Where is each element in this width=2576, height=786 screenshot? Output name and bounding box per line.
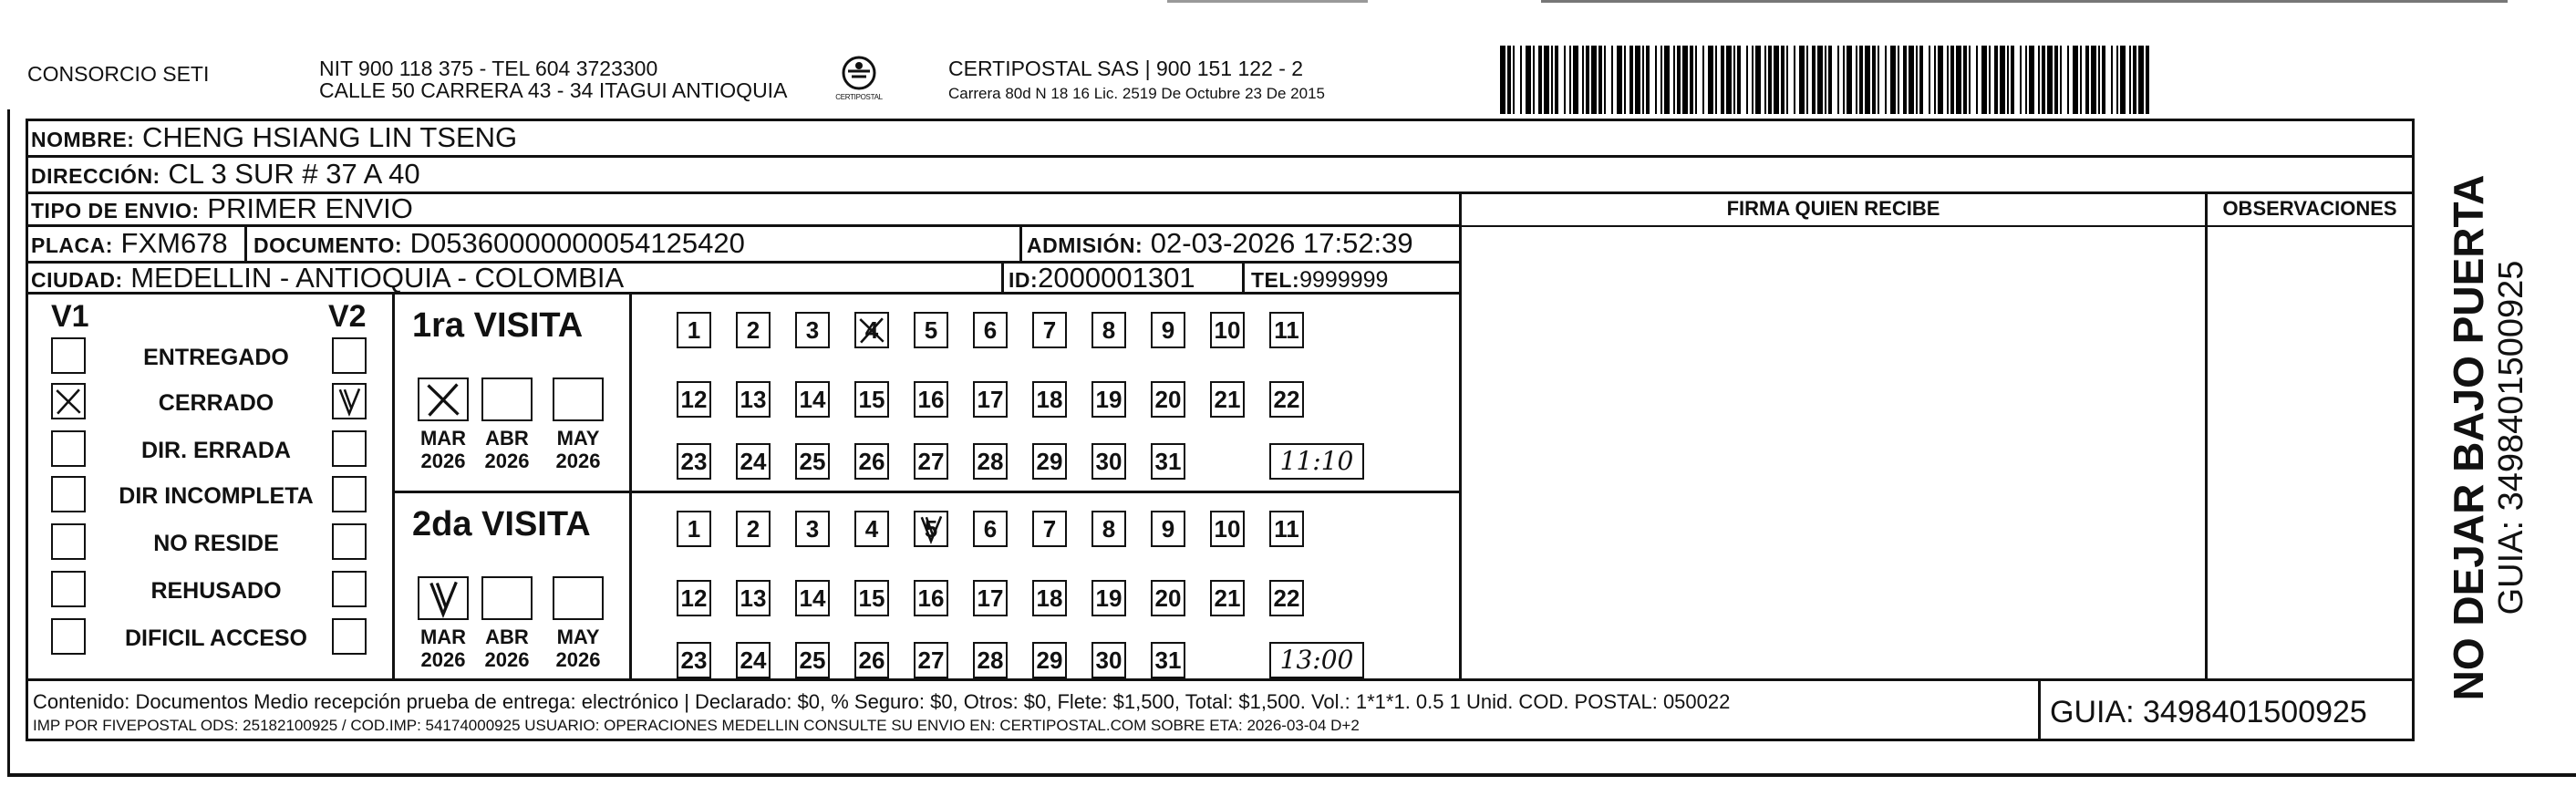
month-name: MAY: [556, 427, 600, 450]
tel-value: 9999999: [1299, 267, 1389, 293]
barcode-bar: [1956, 46, 1961, 114]
x-mark-icon: [53, 385, 84, 418]
barcode-bar: [1817, 46, 1823, 114]
day-box[interactable]: 5: [914, 312, 948, 348]
footer-contenido: Contenido: Documentos Medio recepción prueba de entrega: electrónico | Declarado: $0, % Seguro: $0, Otros: $0, Flete: $1,500, Total: $1,500. Vol.: 1*1*1. 0.5 1 Unid. COD. POSTAL: 050022: [33, 690, 1731, 713]
day-box[interactable]: [854, 312, 889, 348]
barcode-bar: [2080, 46, 2082, 114]
status-label: DIR INCOMPLETA: [119, 483, 314, 509]
barcode-bar: [1538, 46, 1542, 114]
day-box[interactable]: 15: [854, 580, 889, 616]
tel-row: [1251, 264, 1388, 295]
footer-top-line: [26, 678, 2415, 681]
barcode-bar: [1604, 46, 1606, 114]
firma-left-divider: [1459, 191, 1462, 678]
certipostal-logo: [832, 53, 886, 106]
form-left-border: [26, 119, 28, 741]
visit-time: 11:10: [1279, 446, 1354, 476]
nombre-label: NOMBRE:: [31, 128, 135, 151]
barcode-bar: [1947, 46, 1949, 114]
company-address: CALLE 50 CARRERA 43 - 34 ITAGUI ANTIOQUIA: [319, 78, 788, 102]
day-box[interactable]: 8: [1091, 511, 1126, 547]
barcode-bar: [2042, 46, 2045, 114]
day-box[interactable]: 21: [1210, 381, 1245, 418]
barcode-bar: [1950, 46, 1954, 114]
barcode-bar: [2091, 46, 2096, 114]
day-box[interactable]: 7: [1032, 312, 1067, 348]
days-divider: [629, 292, 632, 678]
barcode-bar: [1994, 46, 1998, 114]
scan-artifact: [1541, 0, 2508, 3]
barcode-bar: [1934, 46, 1936, 114]
barcode-bar: [1690, 46, 1693, 114]
day-box[interactable]: 23: [677, 642, 711, 678]
day-box[interactable]: 22: [1269, 580, 1304, 616]
day-box[interactable]: 21: [1210, 580, 1245, 616]
nombre-value: CHENG HSIANG LIN TSENG: [142, 121, 518, 153]
barcode-bar: [1768, 46, 1772, 114]
barcode-bar: [2020, 46, 2022, 114]
barcode-bar: [1617, 46, 1622, 114]
barcode-bar: [1806, 46, 1808, 114]
admision-label: ADMISIÓN:: [1027, 233, 1143, 257]
barcode-bar: [1520, 46, 1522, 114]
barcode-bar: [1702, 46, 1704, 114]
month-label: [411, 626, 475, 671]
v1-checkbox[interactable]: [51, 337, 86, 374]
day-box[interactable]: 13: [736, 580, 771, 616]
barcode-bar: [2129, 46, 2131, 114]
check-mark-icon: [916, 512, 947, 545]
day-box[interactable]: 18: [1032, 580, 1067, 616]
id-row: [1009, 263, 1195, 295]
day-box[interactable]: 3: [795, 312, 830, 348]
barcode-bar: [2067, 46, 2069, 114]
barcode-bar: [2102, 46, 2105, 114]
barcode-bar: [1737, 46, 1741, 114]
barcode-bar: [1746, 46, 1748, 114]
day-box[interactable]: 1: [677, 312, 711, 348]
ciudad-label: CIUDAD:: [31, 268, 123, 292]
month-checkbox[interactable]: [481, 576, 533, 620]
v2-checkbox[interactable]: [332, 476, 367, 512]
barcode-bar: [2047, 46, 2053, 114]
status-label: ENTREGADO: [143, 345, 289, 370]
barcode-bar: [1573, 46, 1578, 114]
month-year: 2026: [484, 648, 530, 671]
firma-header: FIRMA QUIEN RECIBE: [1726, 197, 1940, 220]
barcode-bar: [1695, 46, 1697, 114]
barcode-bar: [1989, 46, 1991, 114]
day-box[interactable]: 3: [795, 511, 830, 547]
barcode-bar: [1878, 46, 1879, 114]
visit-divider: [392, 491, 1462, 493]
barcode-bar: [2000, 46, 2005, 114]
day-box[interactable]: 24: [736, 443, 771, 480]
barcode-bar: [1677, 46, 1681, 114]
day-box[interactable]: 8: [1091, 312, 1126, 348]
status-divider: [392, 292, 395, 678]
day-box[interactable]: 17: [973, 580, 1008, 616]
barcode-bar: [1586, 46, 1589, 114]
month-checkbox[interactable]: [481, 377, 533, 421]
id-label: ID:: [1009, 268, 1039, 292]
barcode-bar: [1660, 46, 1662, 114]
month-name: ABR: [485, 626, 529, 648]
barcode-bar: [1755, 46, 1761, 114]
day-box[interactable]: 28: [973, 443, 1008, 480]
barcode-bar: [1591, 46, 1597, 114]
barcode-bar: [1774, 46, 1779, 114]
day-box[interactable]: 4: [854, 511, 889, 547]
logo-text: CERTIPOSTAL: [835, 93, 883, 101]
page-bottom-edge: [7, 773, 2576, 777]
form-bottom-border: [26, 739, 2415, 741]
direccion-label: DIRECCIÓN:: [31, 164, 160, 188]
day-box[interactable]: 12: [677, 381, 711, 418]
status-label: REHUSADO: [150, 578, 282, 604]
day-box[interactable]: 11: [1269, 511, 1304, 547]
day-box[interactable]: 7: [1032, 511, 1067, 547]
ciudad-value: MEDELLIN - ANTIOQUIA - COLOMBIA: [130, 262, 625, 294]
month-label: [475, 427, 539, 472]
documento-label: DOCUMENTO:: [253, 233, 403, 257]
footer-guia: GUIA: 3498401500925: [2050, 695, 2367, 729]
day-box[interactable]: 17: [973, 381, 1008, 418]
visit-title: 2da VISITA: [412, 505, 591, 543]
v1-label: V1: [51, 299, 89, 334]
placa-divider: [244, 224, 247, 261]
barcode-bar: [1569, 46, 1571, 114]
barcode-bar: [2007, 46, 2009, 114]
day-box[interactable]: 25: [795, 642, 830, 678]
barcode-bar: [1781, 46, 1785, 114]
barcode-bar: [1715, 46, 1717, 114]
side-warning: NO DEJAR BAJO PUERTA: [2445, 174, 2492, 701]
side-guia: GUIA: 3498401500925: [2492, 260, 2530, 615]
day-box[interactable]: 13: [736, 381, 771, 418]
barcode-bar: [1969, 46, 1971, 114]
direccion-row: [31, 159, 420, 191]
barcode-bar: [1726, 46, 1732, 114]
barcode-bar: [1721, 46, 1724, 114]
barcode-bar: [1929, 46, 1930, 114]
check-mark-icon: [334, 385, 365, 418]
day-box[interactable]: 6: [973, 511, 1008, 547]
day-box[interactable]: 12: [677, 580, 711, 616]
placa-label: PLACA:: [31, 233, 113, 257]
day-box[interactable]: 11: [1269, 312, 1304, 348]
barcode-bar: [2120, 46, 2126, 114]
month-year: 2026: [555, 450, 601, 472]
day-box[interactable]: 28: [973, 642, 1008, 678]
obs-left-divider: [2205, 191, 2208, 678]
barcode-bar: [2146, 46, 2149, 114]
page-left-edge: [7, 109, 10, 775]
day-box[interactable]: 20: [1151, 381, 1185, 418]
day-box[interactable]: 23: [677, 443, 711, 480]
barcode-bar: [1909, 46, 1914, 114]
barcode-bar: [1890, 46, 1896, 114]
guia-divider: [2038, 678, 2041, 739]
certipostal-name: CERTIPOSTAL SAS | 900 151 122 - 2: [948, 57, 1304, 80]
barcode-bar: [1544, 46, 1549, 114]
day-box[interactable]: 14: [795, 580, 830, 616]
day-box[interactable]: 30: [1091, 642, 1126, 678]
barcode-bar: [1843, 46, 1845, 114]
placa-value: FXM678: [120, 227, 228, 259]
day-box[interactable]: 25: [795, 443, 830, 480]
barcode-bar: [2116, 46, 2118, 114]
barcode-bar: [2054, 46, 2058, 114]
day-box[interactable]: 16: [914, 381, 948, 418]
barcode-bar: [1682, 46, 1688, 114]
barcode-bar: [1916, 46, 1918, 114]
time-box[interactable]: [1269, 443, 1364, 480]
month-year: 2026: [420, 450, 466, 472]
barcode-bar: [1812, 46, 1816, 114]
day-number: 4: [864, 316, 879, 344]
day-box[interactable]: 19: [1091, 381, 1126, 418]
id-divider: [1001, 261, 1004, 292]
barcode-bar: [1664, 46, 1670, 114]
barcode-bar: [1551, 46, 1553, 114]
month-name: MAY: [556, 626, 600, 648]
barcode-bar: [1799, 46, 1805, 114]
v2-checkbox[interactable]: [332, 523, 367, 560]
barcode-bar: [1655, 46, 1657, 114]
barcode-bar: [1642, 46, 1644, 114]
barcode-bar: [2111, 46, 2113, 114]
barcode-bar: [1635, 46, 1640, 114]
v2-checkbox[interactable]: [332, 383, 367, 419]
day-box[interactable]: 2: [736, 511, 771, 547]
day-box[interactable]: 19: [1091, 580, 1126, 616]
barcode-bar: [1526, 46, 1531, 114]
observaciones-header: OBSERVACIONES: [2222, 197, 2397, 220]
x-mark-icon: [856, 314, 887, 346]
month-year: 2026: [484, 450, 530, 472]
barcode-bar: [1752, 46, 1754, 114]
barcode-bar: [1885, 46, 1887, 114]
barcode-bar: [1673, 46, 1675, 114]
v1-checkbox[interactable]: [51, 618, 86, 655]
barcode-bar: [1828, 46, 1832, 114]
certipostal-license: Carrera 80d N 18 16 Lic. 2519 De Octubre 23 De 2015: [948, 85, 1325, 102]
barcode-bar: [1764, 46, 1766, 114]
tel-label: TEL:: [1251, 268, 1300, 292]
barcode-bar: [1708, 46, 1713, 114]
barcode-bar: [1500, 46, 1505, 114]
barcode-bar: [1847, 46, 1852, 114]
barcode-bar: [1598, 46, 1602, 114]
barcode-bar: [1624, 46, 1626, 114]
day-box[interactable]: 31: [1151, 443, 1185, 480]
month-checkbox[interactable]: [553, 576, 604, 620]
status-label: CERRADO: [158, 390, 274, 416]
month-name: MAR: [419, 626, 467, 648]
v1-checkbox[interactable]: [51, 430, 86, 467]
tel-divider: [1242, 261, 1245, 292]
barcode: [1500, 46, 2149, 114]
barcode-bar: [1646, 46, 1650, 114]
barcode-bar: [1629, 46, 1633, 114]
v2-checkbox[interactable]: [332, 571, 367, 607]
barcode-bar: [2133, 46, 2136, 114]
day-box[interactable]: 24: [736, 642, 771, 678]
barcode-bar: [2011, 46, 2014, 114]
direccion-value: CL 3 SUR # 37 A 40: [168, 158, 420, 190]
v1-checkbox[interactable]: [51, 523, 86, 560]
month-year: 2026: [555, 648, 601, 671]
ciudad-row: [31, 263, 624, 295]
barcode-bar: [1564, 46, 1566, 114]
barcode-bar: [1963, 46, 1967, 114]
barcode-bar: [1733, 46, 1735, 114]
company-nit: NIT 900 118 375 - TEL 604 3723300: [319, 57, 658, 80]
barcode-bar: [1856, 46, 1857, 114]
barcode-bar: [1898, 46, 1899, 114]
status-label: NO RESIDE: [153, 531, 279, 556]
month-checkbox[interactable]: [418, 377, 469, 421]
day-box[interactable]: 9: [1151, 511, 1185, 547]
day-box[interactable]: 9: [1151, 312, 1185, 348]
day-box[interactable]: 27: [914, 642, 948, 678]
x-mark-icon: [419, 379, 467, 419]
barcode-bar: [1903, 46, 1907, 114]
month-checkbox[interactable]: [553, 377, 604, 421]
admision-row: [1027, 228, 1413, 261]
barcode-bar: [1555, 46, 1558, 114]
tipo-label: TIPO DE ENVIO:: [31, 199, 200, 222]
barcode-bar: [1533, 46, 1535, 114]
v1-checkbox[interactable]: [51, 383, 86, 419]
barcode-bar: [1825, 46, 1826, 114]
status-label: DIFICIL ACCESO: [124, 626, 307, 651]
day-box[interactable]: 16: [914, 580, 948, 616]
status-label: DIR. ERRADA: [141, 438, 291, 463]
visit-time: 13:00: [1279, 645, 1354, 675]
check-mark-icon: [419, 578, 467, 618]
day-box[interactable]: 30: [1091, 443, 1126, 480]
barcode-bar: [1859, 46, 1863, 114]
documento-row: [253, 228, 745, 261]
barcode-bar: [2098, 46, 2100, 114]
barcode-bar: [1794, 46, 1795, 114]
day-box[interactable]: 20: [1151, 580, 1185, 616]
visit-title: 1ra VISITA: [412, 306, 584, 345]
tipo-value: PRIMER ENVIO: [207, 192, 413, 224]
barcode-bar: [2025, 46, 2027, 114]
footer-imp: IMP POR FIVEPOSTAL ODS: 25182100925 / COD.IMP: 54174000925 USUARIO: OPERACIONES MEDELLIN CONSULTE SU ENVIO EN: CERTIPOSTAL.COM SOBRE ETA: 2026-03-04 D+2: [33, 717, 1360, 734]
v2-label: V2: [328, 299, 367, 334]
barcode-bar: [1507, 46, 1511, 114]
barcode-bar: [1938, 46, 1943, 114]
day-box[interactable]: 10: [1210, 312, 1245, 348]
day-box[interactable]: 2: [736, 312, 771, 348]
barcode-bar: [1919, 46, 1923, 114]
form-right-border: [2412, 119, 2415, 741]
tipo-row: [31, 193, 413, 226]
day-box[interactable]: 22: [1269, 381, 1304, 418]
month-label: [546, 427, 610, 472]
day-box[interactable]: 26: [854, 642, 889, 678]
day-box[interactable]: 27: [914, 443, 948, 480]
day-number: 5: [924, 515, 938, 543]
admision-value: 02-03-2026 17:52:39: [1150, 227, 1413, 259]
placa-row: [31, 228, 228, 261]
time-box[interactable]: [1269, 642, 1364, 678]
month-label: [546, 626, 610, 671]
v2-checkbox[interactable]: [332, 337, 367, 374]
barcode-bar: [2029, 46, 2034, 114]
v2-checkbox[interactable]: [332, 430, 367, 467]
admision-divider: [1019, 224, 1022, 261]
barcode-bar: [2073, 46, 2078, 114]
day-box[interactable]: 15: [854, 381, 889, 418]
barcode-bar: [1872, 46, 1876, 114]
barcode-bar: [1611, 46, 1613, 114]
barcode-bar: [2138, 46, 2144, 114]
company-name: CONSORCIO SETI: [27, 62, 210, 86]
v2-checkbox[interactable]: [332, 618, 367, 655]
barcode-bar: [1582, 46, 1584, 114]
id-value: 2000001301: [1038, 262, 1195, 294]
barcode-bar: [1976, 46, 1978, 114]
day-box[interactable]: 10: [1210, 511, 1245, 547]
col-header-line: [1459, 225, 2415, 227]
scan-artifact: [1167, 0, 1368, 3]
day-box[interactable]: 6: [973, 312, 1008, 348]
day-box[interactable]: 29: [1032, 642, 1067, 678]
barcode-bar: [2060, 46, 2062, 114]
barcode-bar: [2038, 46, 2040, 114]
month-label: [411, 427, 475, 472]
barcode-bar: [1513, 46, 1515, 114]
month-checkbox[interactable]: [418, 576, 469, 620]
v1-checkbox[interactable]: [51, 476, 86, 512]
barcode-bar: [1981, 46, 1987, 114]
month-year: 2026: [420, 648, 466, 671]
month-name: MAR: [419, 427, 467, 450]
month-name: ABR: [485, 427, 529, 450]
barcode-bar: [2085, 46, 2089, 114]
day-box[interactable]: 29: [1032, 443, 1067, 480]
barcode-bar: [1837, 46, 1839, 114]
v1-checkbox[interactable]: [51, 571, 86, 607]
day-box[interactable]: 31: [1151, 642, 1185, 678]
day-box[interactable]: 26: [854, 443, 889, 480]
day-box[interactable]: [914, 511, 948, 547]
day-box[interactable]: 1: [677, 511, 711, 547]
documento-value: D05360000000054125420: [409, 227, 745, 259]
day-box[interactable]: 14: [795, 381, 830, 418]
month-label: [475, 626, 539, 671]
day-box[interactable]: 18: [1032, 381, 1067, 418]
nombre-row: [31, 122, 517, 155]
barcode-bar: [1865, 46, 1870, 114]
barcode-bar: [1786, 46, 1788, 114]
